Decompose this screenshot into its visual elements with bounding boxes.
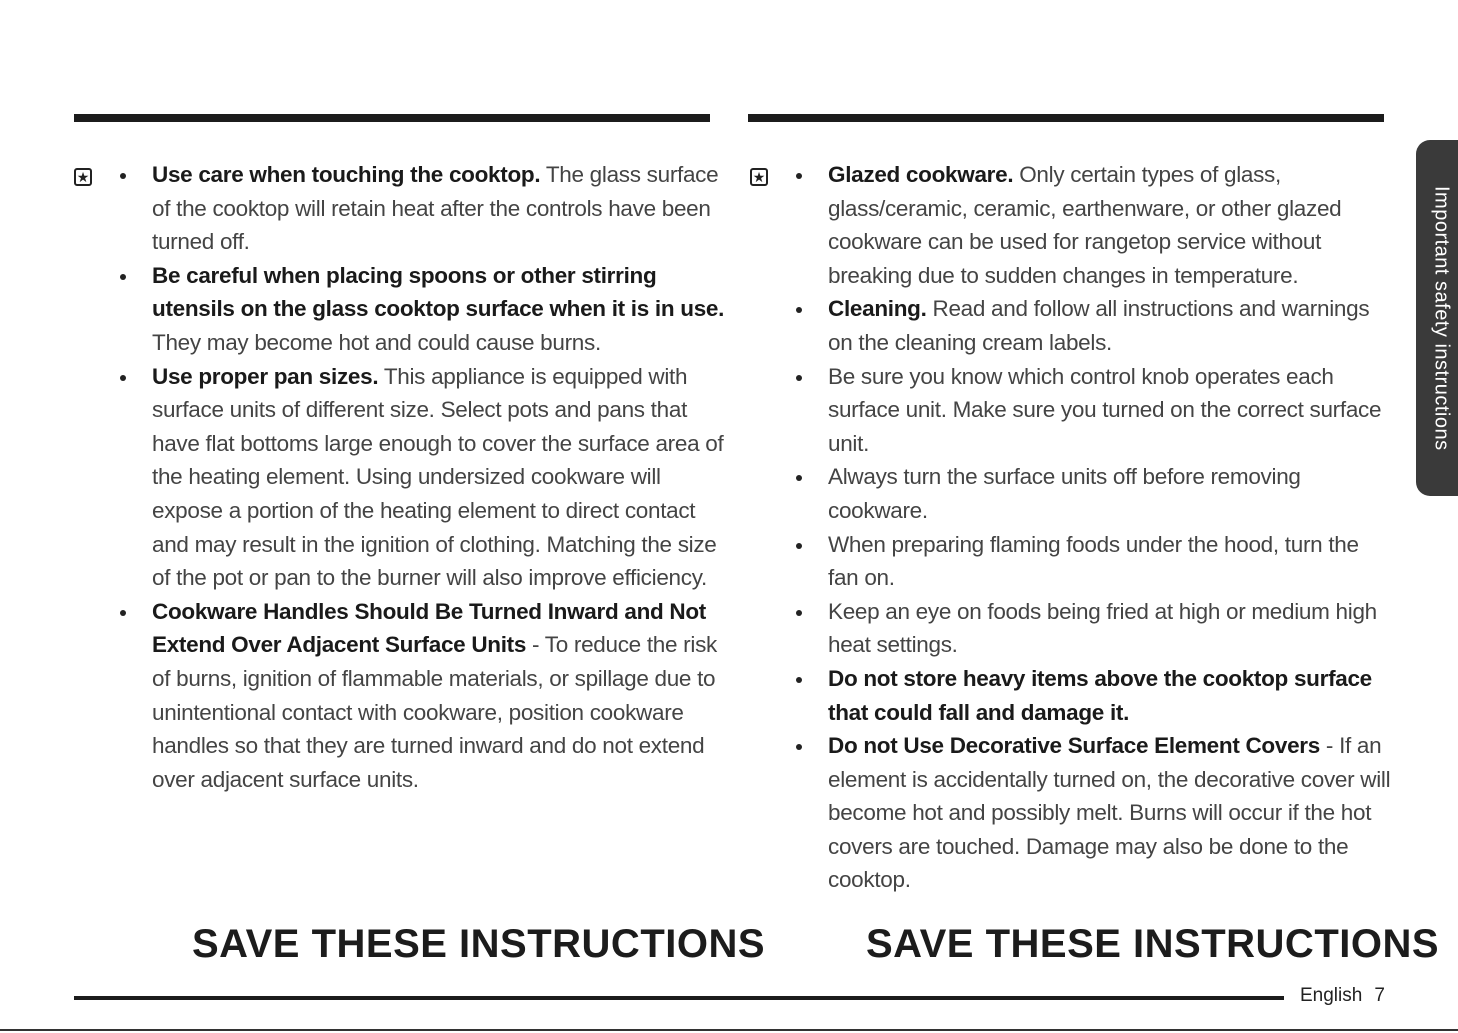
list-item: Be sure you know which control knob operates each surface unit. Make sure you turned on the correct surface unit. bbox=[828, 360, 1394, 461]
list-item: Use proper pan sizes. This appliance is equipped with surface units of different size. Select pots and pans that have flat bottoms large enough to cover the surface area of the heating element. Using undersized cookware will expose a portion of the heating element to direct contact and may result in the ignition of clothing. Matching the size of the pot or pan to the burner will also improve efficiency. bbox=[152, 360, 732, 595]
side-tab-label: Important safety instructions bbox=[1430, 185, 1453, 451]
list-item: Be careful when placing spoons or other stirring utensils on the glass cooktop surface when it is in use. They may become hot and could cause burns. bbox=[152, 259, 732, 360]
list-item: Do not store heavy items above the cooktop surface that could fall and damage it. bbox=[828, 662, 1394, 729]
list-item: Always turn the surface units off before removing cookware. bbox=[828, 460, 1394, 527]
list-item: Keep an eye on foods being fried at high or medium high heat settings. bbox=[828, 595, 1394, 662]
bottom-rule bbox=[74, 996, 1284, 1000]
top-rule-left bbox=[74, 114, 710, 122]
page-number: 7 bbox=[1374, 985, 1385, 1006]
star-icon bbox=[750, 168, 768, 186]
save-instructions-heading-left: SAVE THESE INSTRUCTIONS bbox=[192, 922, 766, 966]
top-rule-right bbox=[748, 114, 1384, 122]
list-item: Do not Use Decorative Surface Element Covers - If an element is accidentally turned on, the decorative cover will become hot and possibly melt. Burns will occur if the hot covers are touched. Damage may also be done to the cooktop. bbox=[828, 729, 1394, 897]
list-item: Use care when touching the cooktop. The glass surface of the cooktop will retain heat after the controls have been turned off. bbox=[152, 158, 732, 259]
left-column bbox=[152, 158, 732, 796]
save-instructions-heading-right: SAVE THESE INSTRUCTIONS bbox=[866, 922, 1440, 966]
list-item: When preparing flaming foods under the hood, turn the fan on. bbox=[828, 528, 1394, 595]
list-item: Glazed cookware. Only certain types of glass, glass/ceramic, ceramic, earthenware, or other glazed cookware can be used for rangetop service without breaking due to sudden changes in temperature. bbox=[828, 158, 1394, 292]
bottom-edge-line bbox=[0, 1029, 1458, 1031]
page-footer bbox=[1300, 985, 1385, 1007]
list-item: Cleaning. Read and follow all instructions and warnings on the cleaning cream labels. bbox=[828, 292, 1394, 359]
footer-language: English bbox=[1300, 985, 1363, 1006]
right-column bbox=[828, 158, 1394, 897]
list-item: Cookware Handles Should Be Turned Inward and Not Extend Over Adjacent Surface Units - To reduce the risk of burns, ignition of flammable materials, or spillage due to unintentional contact with cookware, position cookware handles so that they are turned inward and do not extend over adjacent surface units. bbox=[152, 595, 732, 797]
star-icon bbox=[74, 168, 92, 186]
section-side-tab bbox=[1416, 140, 1458, 496]
